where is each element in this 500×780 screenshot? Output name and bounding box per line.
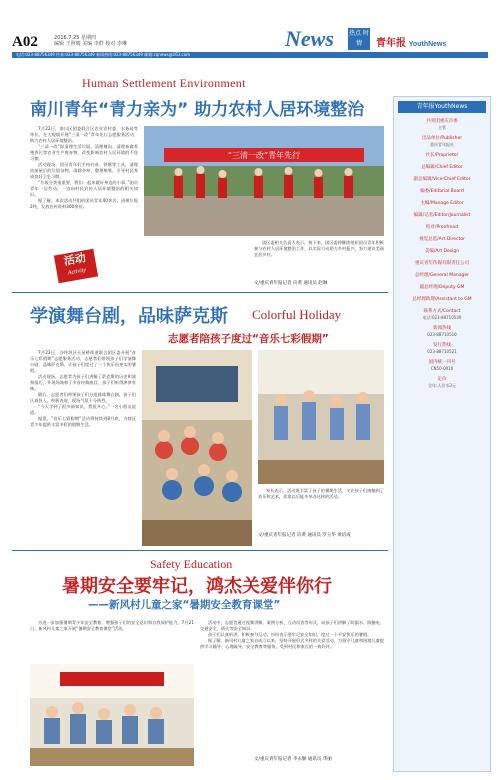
page-number: A02 — [12, 34, 38, 50]
article3-paragraph: 活动中，志愿者通过视频讲解、案例分析、互动问答等形式，向孩子们讲解了防溺水、防触电、交通安全、防火等安全知识。 — [200, 620, 384, 631]
sidebar-row-label: 新闻热线 — [433, 326, 451, 331]
article1-paragraph: “垃圾分类很重要，我们一起来做好身边的小事。”团员青年一边劳动，一边向村民宣传人居环境整治的相关知识。 — [30, 180, 138, 197]
article1-paragraph: 7月22日，南川区团委联合区农业农村委、水务局等单位，在大观镇开展“三清一改”青年先行志愿服务活动，助力农村人居环境整治。 — [30, 126, 138, 143]
sidebar-row-label: 美编/Art Design — [424, 249, 460, 254]
masthead-sidebar — [393, 96, 491, 772]
article2-paragraph: “今天学到了很多新知识，我很开心。”一名小朋友说道。 — [30, 404, 136, 415]
volunteers-photo — [144, 126, 384, 236]
article2-title: 学演舞台剧，品味萨克斯 — [30, 306, 228, 327]
article2-subtitle: 志愿者陪孩子度过“音乐七彩假期” — [168, 333, 329, 345]
sidebar-row — [394, 189, 490, 195]
sidebar-rows — [394, 119, 490, 388]
sidebar-row — [394, 225, 490, 231]
sidebar-row-label: 出品单位/Publisher — [421, 136, 463, 141]
sidebar-row-label: 定价 — [437, 377, 447, 382]
article3-body — [30, 620, 194, 660]
sidebar-row — [394, 261, 490, 267]
sidebar-row-label: 编委/Editorial Board — [420, 189, 464, 194]
article3-paragraph: 为进一步加强暑期青少年安全教育，增强孩子们的安全意识和自我保护能力，7月21日，新风村儿童之家开展“暑期安全教育课堂”活动。 — [30, 620, 194, 631]
sidebar-row-label: 国内统一刊号 — [428, 360, 456, 365]
staff-credits: 编辑 王照晴 美编 李群 校对 李琳 — [54, 41, 127, 47]
sidebar-row — [394, 136, 490, 147]
sidebar-row-value: 重庆青年报社 — [430, 142, 454, 147]
article2-paragraph: 家长表示，活动既丰富了孩子的暑期生活，又让孩子们接触到了音乐和艺术，希望以后能多举办这样的活动。 — [258, 488, 384, 499]
sidebar-row-label: 校对/Proofread — [425, 225, 459, 230]
article1-paragraph: 团区委相关负责人表示，接下来，团区委将继续组织团员青年积极参与农村人居环境整治工作，以实际行动助力乡村振兴，努力建设美丽宜居乡村。 — [254, 240, 384, 257]
sidebar-row-value: 023-88710521 — [427, 349, 457, 354]
article1-title: 南川青年“青力亲为” 助力农村人居环境整治 — [30, 100, 365, 120]
sidebar-row — [394, 237, 490, 243]
article3-photo — [30, 664, 194, 766]
article2-paragraph: 随后，志愿者们带领孩子们分组排练舞台剧，孩子们认真投入，积极表现，现场气氛十分热烈。 — [30, 392, 136, 403]
page-header — [0, 0, 500, 58]
article1-byline: 文/重庆青年报记者 向黄 通讯员 赵琳 — [254, 281, 328, 286]
section-divider — [12, 550, 388, 551]
sidebar-row-value: 主管 — [438, 125, 446, 130]
sidebar-row — [394, 285, 490, 291]
issue-date: 2016.7.25 星期四 — [54, 35, 97, 41]
sidebar-row — [394, 297, 490, 303]
article1-paragraph: 活动现场，团员青年们手持扫帚、铁锹等工具，清理房前屋后的垃圾杂物，清除杂草，整理柴堆，引导村民养成良好卫生习惯。 — [30, 162, 138, 179]
sidebar-row — [394, 273, 490, 279]
article2-body-right — [258, 488, 384, 528]
article1-photo — [144, 126, 384, 236]
sidebar-row-value: CN50-0010 — [430, 366, 454, 371]
article2-paragraph: 7月23日，沙坪坝区天星桥街道联合团区委开展“音乐七彩假期”志愿服务活动，志愿者们带领孩子们学演舞台剧、品味萨克斯，让孩子们度过了一个快乐而充实的暑假。 — [30, 350, 136, 373]
sidebar-row-label: 副总经理/Deputy GM — [419, 285, 465, 290]
classroom-photo — [142, 350, 252, 546]
article2-body — [30, 350, 136, 546]
sidebar-row-label: 视觉总监/Art Director — [419, 237, 465, 242]
section-tag: 热点 时情 — [348, 28, 370, 50]
sidebar-row-label: 发行热线 — [433, 343, 451, 348]
sidebar-row — [394, 201, 490, 207]
sidebar-row — [394, 326, 490, 337]
sidebar-row-label: 主编/Manage Editor — [420, 201, 464, 206]
article2-byline: 文/重庆青年报记者 向黄 通讯员 罗玉华 黄培成 — [258, 533, 351, 538]
sidebar-title: 青年报YouthNews — [398, 101, 486, 113]
article2-photo — [142, 350, 252, 546]
sidebar-row — [394, 165, 490, 171]
article3-subtitle: ——新风村儿童之家“暑期安全教育课堂” — [88, 599, 281, 611]
sidebar-row-label: 共青团重庆市委 — [426, 119, 458, 124]
sidebar-row-label: 重庆青年传媒有限责任公司 — [415, 261, 469, 266]
article1-title-english: Human Settlement Environment — [82, 76, 246, 90]
safety-class-photo — [30, 664, 194, 766]
article3-byline: 文/重庆青年报记者 李永勤 通讯员 华丽 — [254, 757, 332, 762]
article3-paragraph: 孩子们认真听讲，积极参与互动，纷纷表示要牢记安全知识，度过一个平安快乐的暑假。 — [208, 632, 372, 637]
article2-paragraph: 据悉，“音乐七彩假期”活动将持续到8月底，为辖区青少年提供丰富多彩的假期生活。 — [30, 416, 136, 427]
sidebar-row — [394, 249, 490, 255]
stamp-english: Activity — [67, 267, 87, 277]
article3-paragraph: 据了解，新风村儿童之家自成立以来，坚持开展形式多样的关爱活动，为留守儿童和困境儿童提供学习辅导、心理疏导、安全教育等服务，受到村民和家长的一致好评。 — [200, 638, 384, 649]
article3-title: 暑期安全要牢记，鸿杰关爱伴你行 — [62, 576, 332, 597]
masthead-brand — [376, 34, 446, 49]
banner-text: “三清一改”青年先行 — [227, 151, 301, 160]
sidebar-row-label: 社长/Proprietor — [425, 153, 459, 158]
sidebar-row-label: 总编辑/Chief Editor — [421, 165, 463, 170]
sidebar-row-label: 联系方式/Contact — [423, 309, 461, 314]
brand-name: 青年报 — [376, 38, 406, 49]
sidebar-row — [394, 213, 490, 219]
sidebar-row — [394, 119, 490, 130]
sidebar-row-label: 总经理助理/Assistant to GM — [412, 297, 472, 302]
article1-body-right — [254, 240, 384, 274]
sidebar-row-value: 全年:人民币3元 — [428, 383, 456, 388]
article3-title-english: Safety Education — [150, 557, 233, 571]
article1-paragraph: 据了解，本次活动共组织团员青年40余名，清理垃圾2吨，发放宣传资料300余份。 — [30, 198, 138, 209]
sidebar-row — [394, 377, 490, 388]
article2-paragraph: 活动现场，志愿者为孩子们讲解了萨克斯的历史和演奏技巧，并现场演奏了多首经典曲目，孩子们听得津津有味。 — [30, 374, 136, 391]
sidebar-row-value: 023-88710510 — [427, 332, 457, 337]
sidebar-row-label: 编辑/记者/Editor/Journalist — [413, 213, 471, 218]
activity-stamp — [54, 249, 98, 284]
contact-bar: 电话:023-88756349 传真:023-88756349 新闻热线:023-88756349 邮箱:cqnews@163.com — [12, 52, 488, 58]
date-line — [54, 35, 254, 47]
sidebar-row-label: 总经理/General Manager — [415, 273, 469, 278]
section-divider — [12, 292, 388, 293]
sidebar-row — [394, 177, 490, 183]
article2-photo-2 — [258, 350, 384, 484]
article3-body-right — [200, 620, 384, 752]
article1-paragraph: “三清一改”即清理生活垃圾、清理塘沟、清理畜禽养殖粪污等农业生产废弃物，改变影响农村人居环境的不良习惯。 — [30, 144, 138, 161]
sidebar-row — [394, 343, 490, 354]
sidebar-row — [394, 153, 490, 159]
brand-english: YouthNews — [408, 41, 447, 48]
stage-photo — [258, 350, 384, 484]
sidebar-row — [394, 360, 490, 371]
sidebar-row-value: 电话:023-88710539 — [422, 315, 462, 320]
sidebar-row-label: 副总编辑/Vice-Chief Editor — [413, 177, 471, 182]
section-word: News — [285, 26, 334, 51]
sidebar-row — [394, 309, 490, 320]
article2-title-english: Colorful Holiday — [252, 307, 342, 322]
stamp-text: 活动 — [62, 251, 87, 268]
